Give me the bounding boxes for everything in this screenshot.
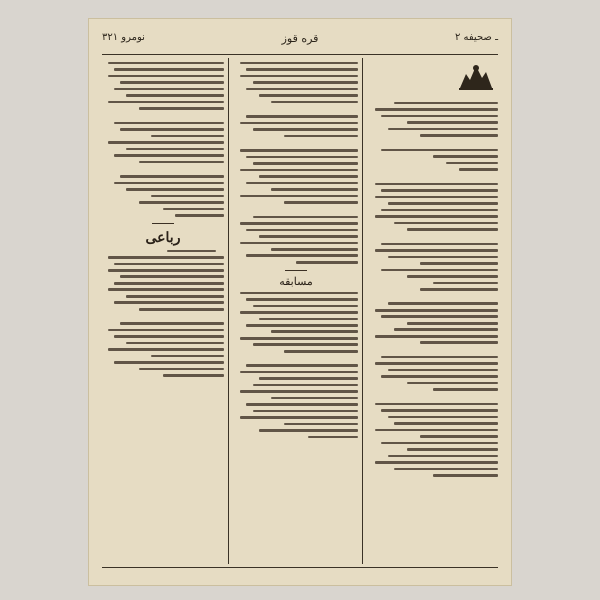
text-line [108,75,224,78]
text-line [126,188,224,191]
text-line [407,382,498,385]
text-line [114,301,224,304]
text-line [388,455,499,458]
text-line [114,263,224,266]
text-line [381,269,498,272]
text-line [420,262,498,265]
text-line [259,429,358,432]
text-line [308,436,358,439]
text-line [240,195,358,198]
text-line [433,388,498,391]
text-line [253,305,358,308]
text-line [381,409,498,412]
text-line [151,195,224,198]
middle-column [234,58,358,564]
text-line [375,215,499,218]
text-line [381,243,498,246]
text-line [388,416,499,419]
text-line [139,107,224,110]
text-line [108,62,224,65]
text-line [381,209,498,212]
text-line [120,175,224,178]
text-line [433,474,498,477]
text-line [420,435,498,438]
text-line [446,162,498,165]
text-line [246,182,358,185]
page-header [102,28,498,55]
text-line [253,128,358,131]
text-line [139,308,224,311]
text-line [271,188,358,191]
text-line [246,364,358,367]
rubai-section-title: رباعی [145,229,181,246]
text-line [394,422,498,425]
text-line [420,341,498,344]
text-line [126,94,224,97]
text-line [246,68,358,71]
text-line [394,328,498,331]
text-line [175,214,224,217]
text-line [246,156,358,159]
text-line [284,423,358,426]
text-line [381,189,498,192]
text-line [388,369,499,372]
text-line [139,368,224,371]
text-line [394,468,498,471]
text-line [240,62,358,65]
text-line [246,403,358,406]
text-line [246,254,358,257]
text-line [240,337,358,340]
text-line [259,235,358,238]
text-line [381,115,498,118]
text-line [240,122,358,125]
emblem-icon [456,60,496,92]
text-line [126,148,224,151]
text-line [163,208,224,211]
text-line [240,292,358,295]
text-line [246,298,358,301]
text-line [253,162,358,165]
text-line [284,135,358,138]
text-line [240,311,358,314]
text-line [246,324,358,327]
text-line [375,108,499,111]
text-line [375,196,499,199]
right-column [368,58,498,564]
text-line [271,101,358,104]
text-line [420,288,498,291]
text-line [284,350,358,353]
text-line [240,149,358,152]
text-line [381,442,498,445]
text-line [151,135,224,138]
text-line [108,256,224,259]
section-divider [285,270,307,271]
text-line [120,128,224,131]
text-line [114,282,224,285]
text-line [259,94,358,97]
text-line [126,295,224,298]
text-line [375,429,499,432]
text-line [114,68,224,71]
text-line [108,288,224,291]
text-line [246,88,358,91]
text-line [407,322,498,325]
text-line [240,242,358,245]
text-line [271,397,358,400]
text-line [108,329,224,332]
text-line [420,134,498,137]
text-line [120,81,224,84]
text-line [259,318,358,321]
text-line [126,342,224,345]
text-line [381,149,498,152]
text-line [167,250,216,253]
text-line [114,122,224,125]
text-columns [102,58,498,564]
text-line [375,362,499,365]
column-rule [362,58,363,564]
bottom-rule [102,567,498,568]
text-line [108,269,224,272]
text-line [108,348,224,351]
issue-number: نومرو ۳۲۱ [102,32,145,43]
middle-section-title: مسابقه [279,274,313,288]
text-line [151,355,224,358]
text-line [433,155,498,158]
text-line [259,377,358,380]
text-line [271,248,358,251]
text-line [240,390,358,393]
text-line [120,275,224,278]
text-line [433,282,498,285]
text-line [459,168,498,171]
text-line [114,335,224,338]
section-divider [152,223,174,224]
text-line [381,375,498,378]
text-line [388,202,499,205]
text-line [407,275,498,278]
text-line [108,141,224,144]
text-line [139,161,224,164]
text-line [375,249,499,252]
text-line [246,115,358,118]
text-line [246,229,358,232]
left-column [102,58,224,564]
text-line [259,175,358,178]
text-line [375,183,499,186]
text-line [375,309,499,312]
column-rule [228,58,229,564]
text-line [394,102,498,105]
text-line [240,169,358,172]
text-line [253,384,358,387]
text-line [114,361,224,364]
text-line [253,410,358,413]
text-line [240,416,358,419]
text-line [381,315,498,318]
newspaper-page [88,18,512,586]
text-line [388,302,499,305]
text-line [240,75,358,78]
text-line [296,261,358,264]
text-line [375,461,499,464]
text-line [407,121,498,124]
text-line [163,374,224,377]
text-line [375,335,499,338]
text-line [284,201,358,204]
text-line [271,330,358,333]
text-line [253,343,358,346]
text-line [240,222,358,225]
text-line [253,81,358,84]
text-line [375,403,499,406]
text-line [407,228,498,231]
text-line [388,128,499,131]
text-line [120,322,224,325]
text-line [388,256,499,259]
text-line [114,88,224,91]
masthead-title: قره قوز [281,32,319,45]
text-line [139,201,224,204]
text-line [114,154,224,157]
text-line [114,182,224,185]
page-number: ۲ ـ صحیفه [454,32,498,43]
text-line [394,222,498,225]
text-line [108,101,224,104]
text-line [381,356,498,359]
text-line [253,216,358,219]
text-line [240,371,358,374]
text-line [407,448,498,451]
